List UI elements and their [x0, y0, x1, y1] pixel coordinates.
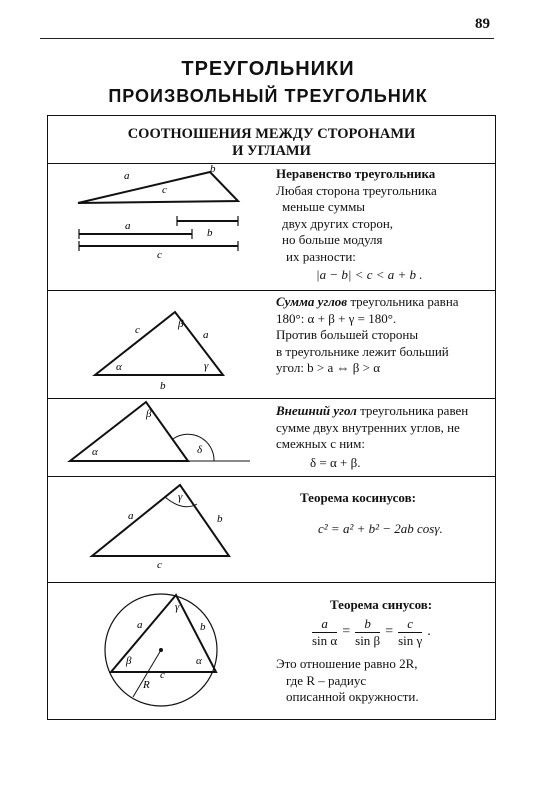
- segment-label-a: a: [125, 220, 131, 232]
- equals: =: [342, 624, 351, 640]
- row1-line: меньше суммы: [282, 199, 366, 214]
- label-beta: β: [126, 655, 132, 667]
- triangle-inequality-text: [276, 166, 491, 284]
- sine-theorem-text: [300, 597, 490, 614]
- fraction-c: [398, 616, 422, 649]
- label-c: c: [135, 324, 140, 336]
- angle-sum-text: [276, 294, 491, 377]
- label-a: a: [124, 170, 130, 182]
- label-b: b: [200, 621, 206, 633]
- triangle-inequality-figure: [78, 172, 238, 203]
- row2-line: Против большей стороны: [276, 327, 419, 342]
- row1-line: но больше модуля: [282, 232, 383, 247]
- row1-line: двух других сторон,: [282, 215, 394, 231]
- section-header-line2: И УГЛАМИ: [232, 143, 311, 159]
- label-c: c: [160, 669, 165, 681]
- row2-line2: 180°: α + β + γ = 180°.: [276, 310, 397, 326]
- row5-line: описанной окружности.: [286, 689, 419, 704]
- period: .: [427, 624, 431, 640]
- row3-lead-rest: треугольника равен: [356, 403, 469, 418]
- frac-den: sin γ: [398, 633, 423, 648]
- sine-theorem-formula: [312, 616, 492, 649]
- row1-line: их разности:: [286, 248, 356, 264]
- row1-line: Любая сторона треугольника: [276, 182, 437, 198]
- label-beta: β: [178, 318, 184, 330]
- row5-line: где R – радиус: [286, 672, 367, 688]
- row1-formula: |a − b| < c < a + b .: [316, 267, 423, 282]
- cosine-theorem-text: [300, 490, 490, 537]
- label-a: a: [203, 329, 209, 341]
- row2-lead-italic: Сумма углов: [276, 294, 348, 309]
- circle-center: [159, 648, 163, 652]
- row2-line: в треугольнике лежит больший: [276, 343, 449, 359]
- equals: =: [385, 624, 394, 640]
- frac-num: c: [398, 616, 422, 633]
- frac-den: sin β: [355, 633, 381, 648]
- label-b: b: [217, 513, 223, 525]
- row3-line: сумме двух внутренних углов, не: [276, 419, 460, 435]
- label-a: a: [137, 619, 143, 631]
- label-c: c: [157, 559, 162, 571]
- row5-heading: Теорема синусов:: [330, 597, 433, 612]
- cosine-theorem-figure: [92, 485, 229, 556]
- row2-last: угол: b > a ⇔ β > α: [276, 360, 381, 375]
- label-c: c: [162, 184, 167, 196]
- page-subtitle: ПРОИЗВОЛЬНЫЙ ТРЕУГОЛЬНИК: [108, 86, 428, 106]
- row2-lead-rest: треугольника равна: [347, 294, 459, 309]
- segments-figure: [79, 216, 238, 251]
- label-alpha: α: [92, 446, 98, 458]
- row4-heading: Теорема косинусов:: [300, 490, 416, 505]
- label-b: b: [210, 163, 216, 175]
- label-R: R: [143, 679, 150, 691]
- exterior-angle-text: [276, 403, 491, 471]
- label-delta: δ: [197, 444, 203, 456]
- section-header-line1: СООТНОШЕНИЯ МЕЖДУ СТОРОНАМИ: [127, 126, 416, 142]
- segment-label-b: b: [207, 227, 213, 239]
- fraction-b: [355, 616, 380, 649]
- label-beta: β: [146, 408, 152, 420]
- row3-line: смежных с ним:: [276, 436, 365, 451]
- frac-num: a: [312, 616, 337, 633]
- frac-den: sin α: [312, 633, 338, 648]
- label-b: b: [160, 380, 166, 392]
- row4-formula: c² = a² + b² − 2ab cosγ.: [318, 520, 443, 536]
- label-gamma: γ: [178, 491, 183, 503]
- row3-lead-italic: Внешний угол: [276, 403, 357, 418]
- row1-heading: Неравенство треугольника: [276, 166, 436, 181]
- label-alpha: α: [116, 361, 122, 373]
- segment-label-c: c: [157, 249, 162, 261]
- page-number: 89: [475, 16, 490, 32]
- row3-formula: δ = α + β.: [310, 454, 361, 470]
- label-a: a: [128, 510, 134, 522]
- label-alpha: α: [196, 655, 202, 667]
- sine-theorem-note: [276, 656, 491, 706]
- label-gamma: γ: [204, 360, 209, 372]
- fraction-a: [312, 616, 337, 649]
- label-gamma: γ: [175, 601, 180, 613]
- frac-num: b: [355, 616, 380, 633]
- page-title: ТРЕУГОЛЬНИКИ: [181, 58, 355, 80]
- row5-line: Это отношение равно 2R,: [276, 656, 418, 671]
